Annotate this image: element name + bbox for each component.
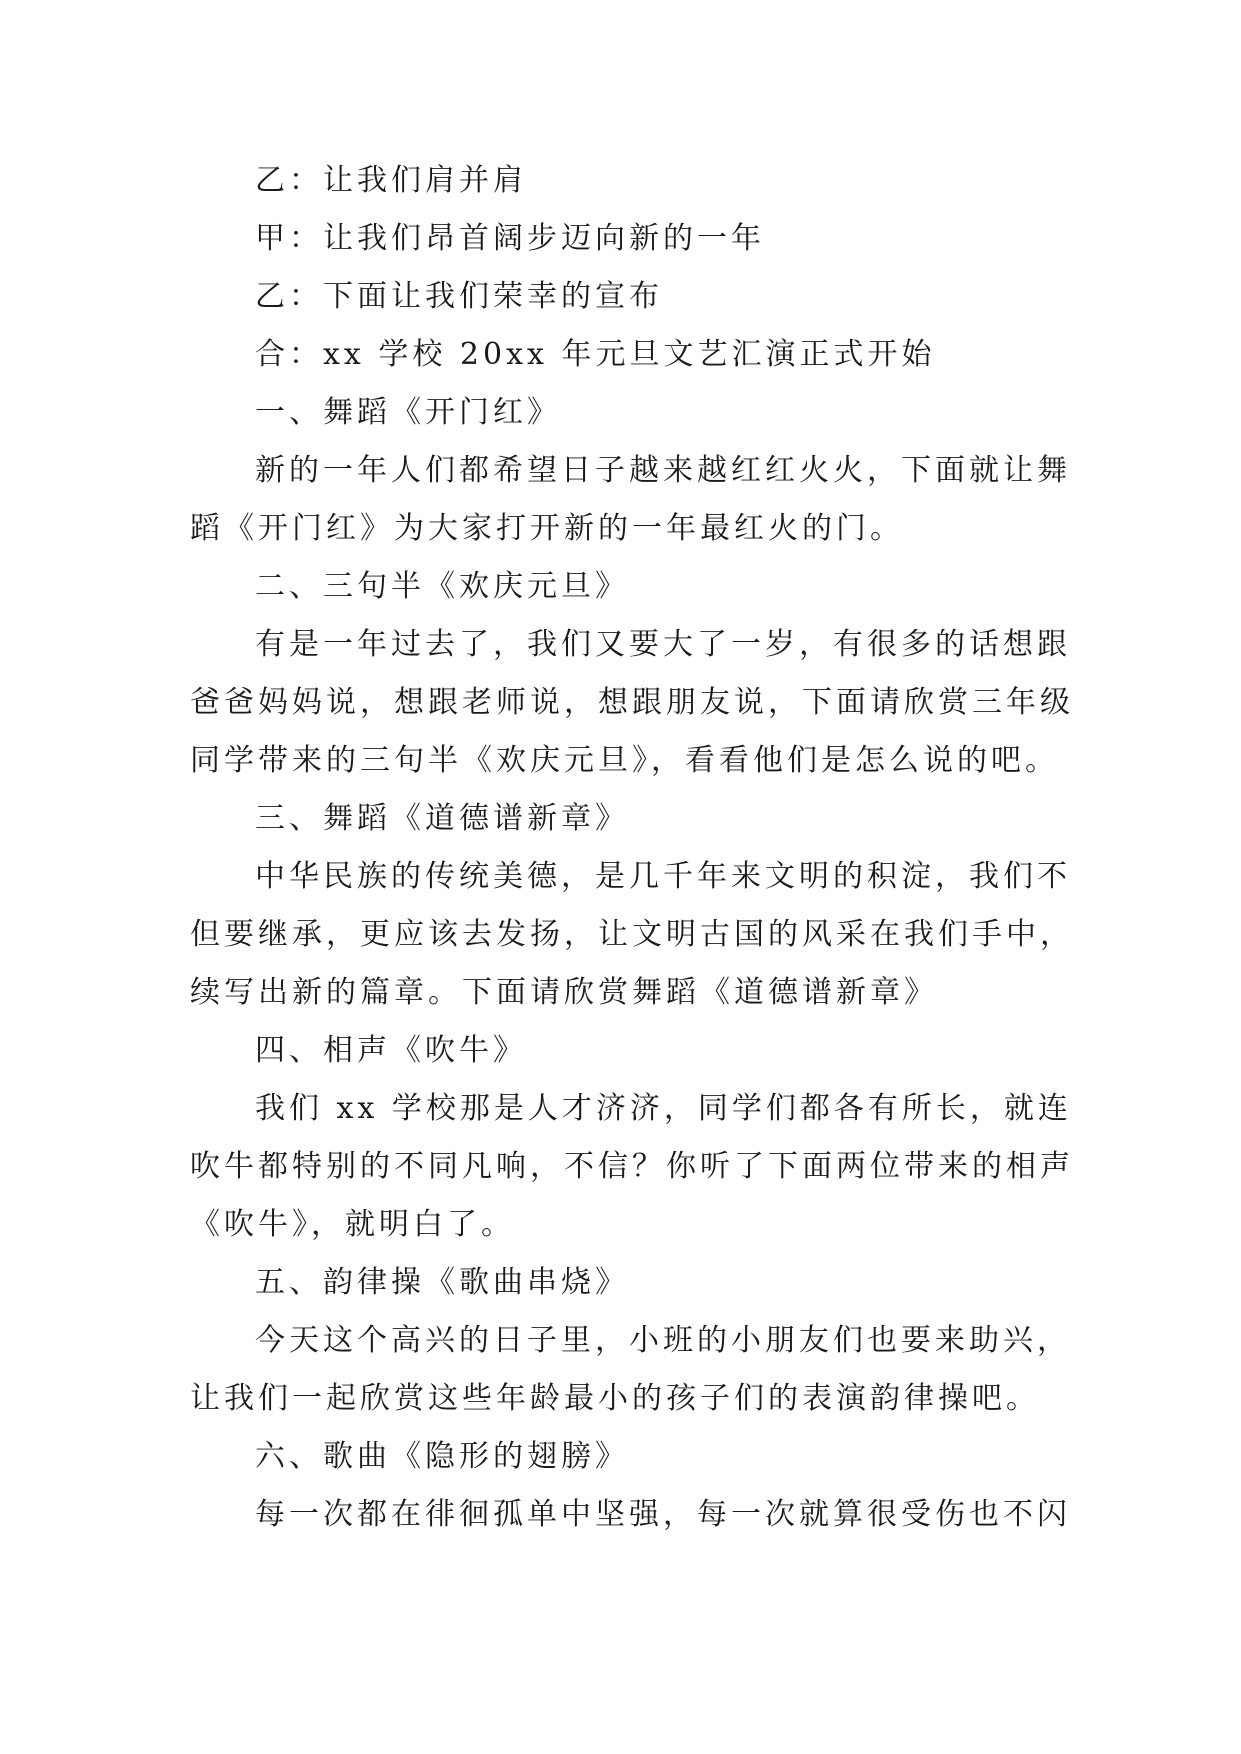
text-line: 每一次都在徘徊孤单中坚强，每一次就算很受伤也不闪	[255, 1497, 1071, 1532]
text-line: 中华民族的传统美德，是几千年来文明的积淀，我们不	[255, 859, 1071, 894]
text-line: 乙：下面让我们荣幸的宣布	[255, 279, 663, 314]
document-body	[190, 152, 1074, 1544]
text-line: 乙：让我们肩并肩	[255, 163, 527, 198]
section-heading: 五、韵律操《歌曲串烧》	[255, 1265, 629, 1300]
section-heading: 二、三句半《欢庆元旦》	[255, 569, 629, 604]
section-heading: 三、舞蹈《道德谱新章》	[255, 801, 629, 836]
text-line: 新的一年人们都希望日子越来越红红火火，下面就让舞	[255, 453, 1071, 488]
section-heading: 一、舞蹈《开门红》	[255, 395, 561, 430]
text-line: 同学带来的三句半《欢庆元旦》，看看他们是怎么说的吧。	[190, 743, 1059, 778]
text-line: 爸爸妈妈说，想跟老师说，想跟朋友说，下面请欣赏三年级	[190, 685, 1074, 720]
text-line: 甲：让我们昂首阔步迈向新的一年	[255, 221, 765, 256]
text-line: 让我们一起欣赏这些年龄最小的孩子们的表演韵律操吧。	[190, 1381, 1040, 1416]
text-line: 我们 xx 学校那是人才济济，同学们都各有所长，就连	[255, 1091, 1072, 1126]
section-heading: 六、歌曲《隐形的翅膀》	[255, 1439, 629, 1474]
text-line: 合：xx 学校 20xx 年元旦文艺汇演正式开始	[255, 337, 936, 372]
text-line: 但要继承，更应该去发扬，让文明古国的风采在我们手中，	[190, 917, 1074, 952]
text-line: 蹈《开门红》为大家打开新的一年最红火的门。	[190, 511, 904, 546]
text-line: 有是一年过去了，我们又要大了一岁，有很多的话想跟	[255, 627, 1071, 662]
section-heading: 四、相声《吹牛》	[255, 1033, 527, 1068]
text-line: 续写出新的篇章。下面请欣赏舞蹈《道德谱新章》	[190, 975, 938, 1010]
text-line: 今天这个高兴的日子里，小班的小朋友们也要来助兴，	[255, 1323, 1071, 1358]
text-line: 《吹牛》，就明白了。	[190, 1207, 515, 1242]
text-line: 吹牛都特别的不同凡响，不信？你听了下面两位带来的相声	[190, 1149, 1074, 1184]
